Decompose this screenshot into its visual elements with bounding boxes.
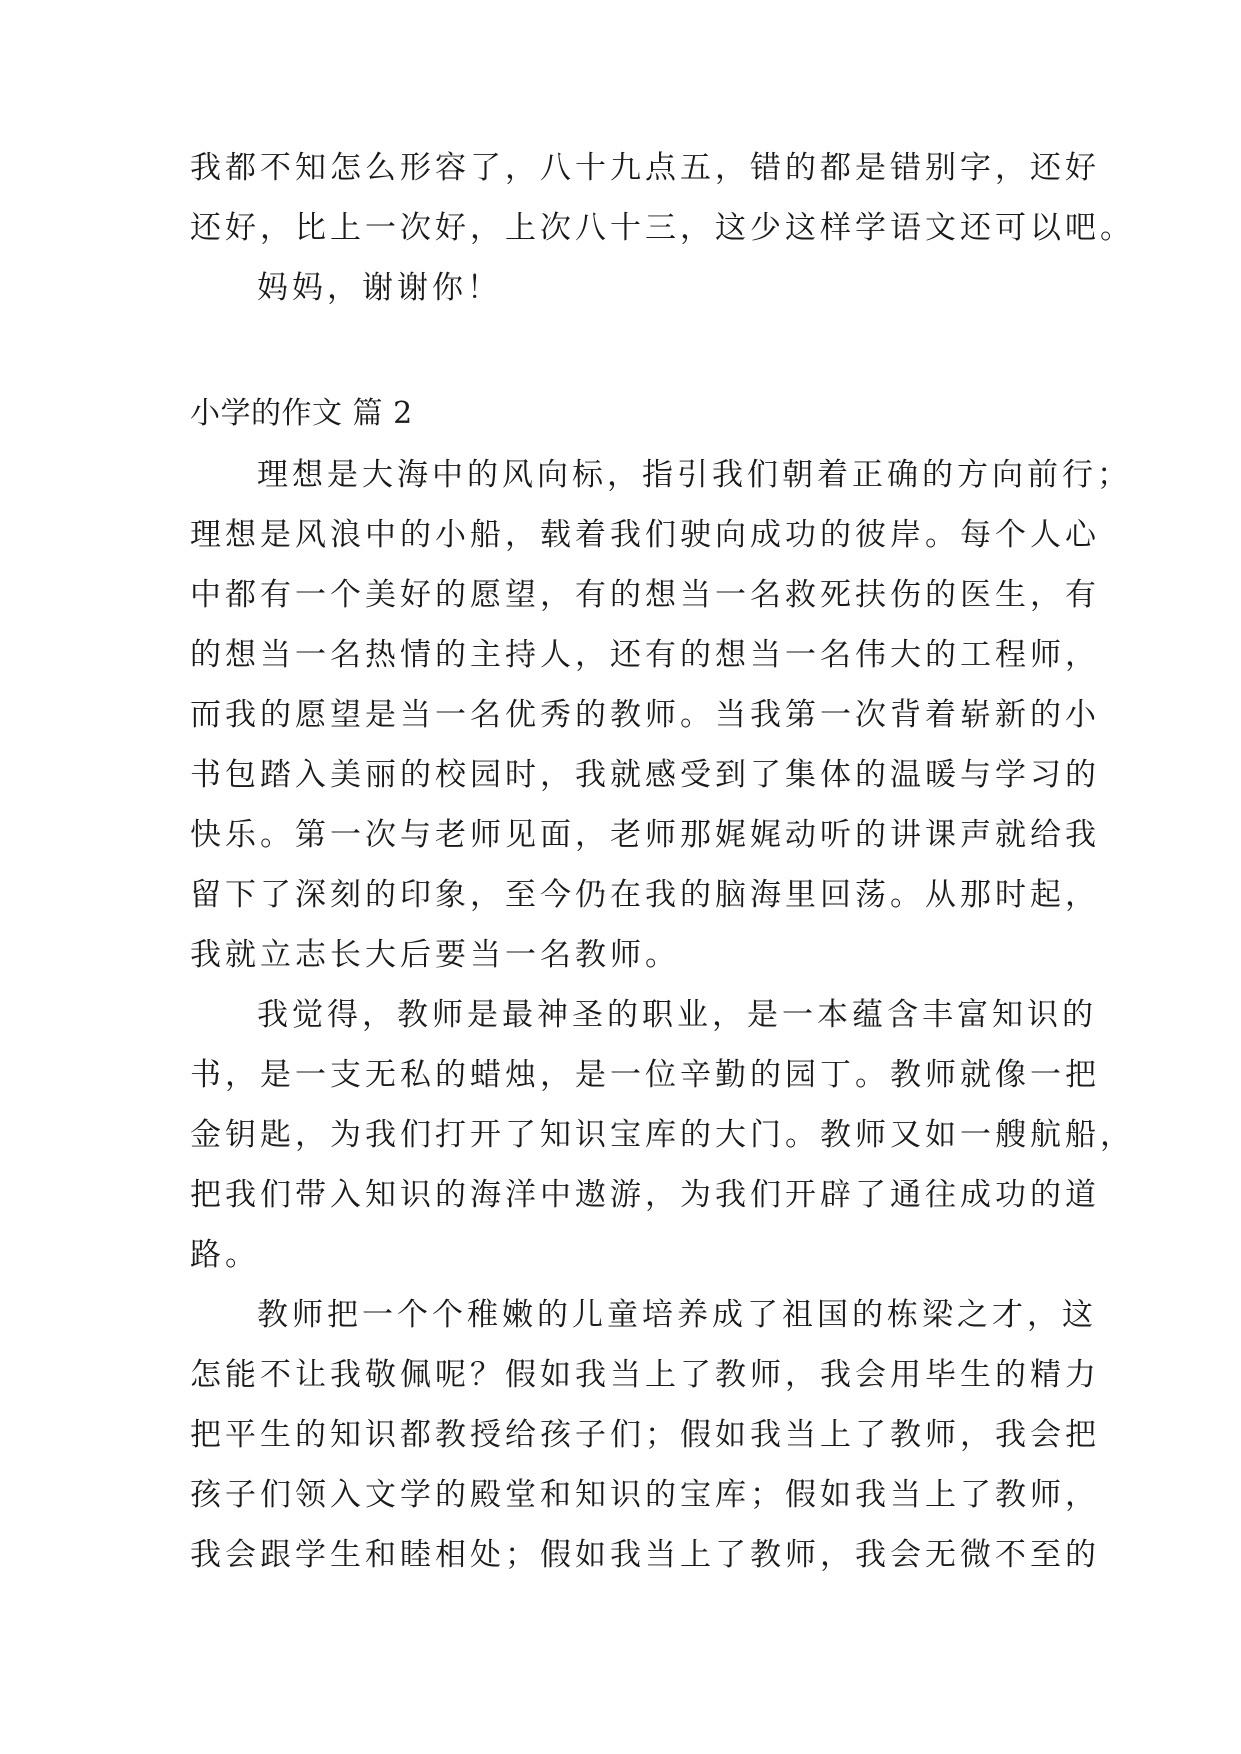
paragraph-line: 书包踏入美丽的校园时，我就感受到了集体的温暖与学习的 [190,757,1100,793]
paragraph-line: 理想是大海中的风向标，指引我们朝着正确的方向前行； [257,457,1132,493]
paragraph-line: 还好，比上一次好，上次八十三，这少这样学语文还可以吧。 [190,210,1135,246]
paragraph-line: 我觉得，教师是最神圣的职业，是一本蕴含丰富知识的 [257,997,1097,1033]
paragraph-line: 我都不知怎么形容了，八十九点五，错的都是错别字，还好 [190,150,1100,186]
paragraph-line: 我会跟学生和睦相处；假如我当上了教师，我会无微不至的 [190,1537,1100,1573]
paragraph-line: 快乐。第一次与老师见面，老师那娓娓动听的讲课声就给我 [190,817,1100,853]
paragraph-line: 教师把一个个稚嫩的儿童培养成了祖国的栋梁之才，这 [257,1297,1097,1333]
paragraph-line: 而我的愿望是当一名优秀的教师。当我第一次背着崭新的小 [190,697,1100,733]
section-heading: 小学的作文 篇 2 [190,396,413,431]
paragraph-line: 怎能不让我敬佩呢？假如我当上了教师，我会用毕生的精力 [190,1357,1100,1393]
paragraph-line: 把我们带入知识的海洋中遨游，为我们开辟了通往成功的道 [190,1177,1100,1213]
paragraph-line: 书，是一支无私的蜡烛，是一位辛勤的园丁。教师就像一把 [190,1057,1100,1093]
paragraph-line: 的想当一名热情的主持人，还有的想当一名伟大的工程师， [190,637,1100,673]
paragraph-line: 我就立志长大后要当一名教师。 [190,937,680,973]
paragraph-line: 留下了深刻的印象，至今仍在我的脑海里回荡。从那时起， [190,877,1100,913]
paragraph-line: 孩子们领入文学的殿堂和知识的宝库；假如我当上了教师， [190,1477,1100,1513]
paragraph-line: 理想是风浪中的小船，载着我们驶向成功的彼岸。每个人心 [190,517,1100,553]
paragraph-line: 金钥匙，为我们打开了知识宝库的大门。教师又如一艘航船， [190,1117,1135,1153]
paragraph-line: 路。 [190,1237,260,1273]
paragraph-line: 把平生的知识都教授给孩子们；假如我当上了教师，我会把 [190,1417,1100,1453]
paragraph-line: 中都有一个美好的愿望，有的想当一名救死扶伤的医生，有 [190,577,1100,613]
paragraph-line: 妈妈，谢谢你！ [257,270,502,306]
